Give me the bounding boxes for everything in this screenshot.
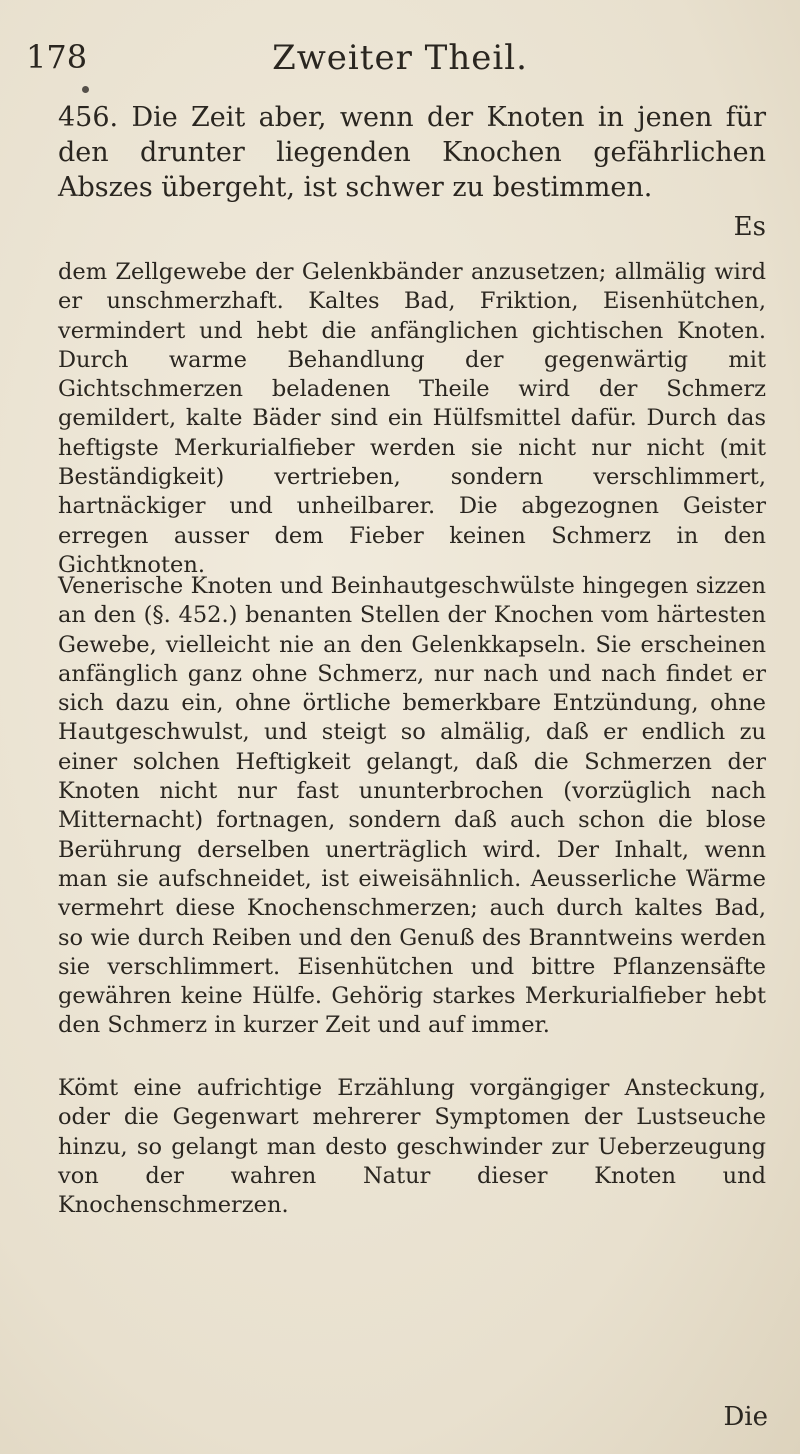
paragraph-gout-knots: dem Zellgewebe der Gelenkbänder anzusetzen; allmälig wird er unschmerzhaft. Kaltes Bad, Friktion, Eisenhütchen, vermindert und hebt die anfänglichen gichtischen Knoten. Durch warme Behandlung der gegenwärtig mit Gichtschmerzen beladenen Theile wird der Schmerz gemildert, kalte Bäder sind ein Hülfsmittel dafür. Durch das heftigste Merkurialfieber werden sie nicht nur nicht (mit Beständigkeit) vertrieben, sondern verschlimmert, hartnäckiger und unheilbarer. Die abgezognen Geister erregen ausser dem Fieber keinen Schmerz in den Gichtknoten. <box>58 259 766 578</box>
running-head: Zweiter Theil. <box>272 38 528 78</box>
paragraph-diagnosis: Kömt eine aufrichtige Erzählung vorgängiger Ansteckung, oder die Gegenwart mehrerer Symptomen der Lustseuche hinzu, so gelangt man desto geschwinder zur Ueberzeugung von der wahren Natur dieser Knoten und Knochenschmerzen. <box>58 1075 766 1219</box>
catchword-bottom: Die <box>723 1402 768 1432</box>
page-header <box>0 38 800 98</box>
page-number: 178 <box>26 38 88 76</box>
printers-mark <box>82 86 89 93</box>
catchword-mid: Es <box>733 212 766 242</box>
paragraph-venereal-knots: Venerische Knoten und Beinhautgeschwülste hingegen sizzen an den (§. 452.) benanten Stellen der Knochen vom härtesten Gewebe, vielleicht nie an den Gelenkkapseln. Sie erscheinen anfänglich ganz ohne Schmerz, nur nach und nach findet er sich dazu ein, ohne örtliche bemerkbare Entzündung, ohne Hautgeschwulst, und steigt so almälig, daß er endlich zu einer solchen Heftigkeit gelangt, daß die Schmerzen der Knoten nicht nur fast ununterbrochen (vorzüglich nach Mitternacht) fortnagen, sondern daß auch schon die blose Berührung derselben unerträglich wird. Der Inhalt, wenn man sie aufschneidet, ist eiweisähnlich. Aeusserliche Wärme vermehrt diese Knochenschmerzen; auch durch kaltes Bad, so wie durch Reiben und den Genuß des Branntweins werden sie verschlimmert. Eisenhütchen und bittre Pflanzensäfte gewähren keine Hülfe. Gehörig starkes Merkurialfieber hebt den Schmerz in kurzer Zeit und auf immer. <box>58 573 766 1039</box>
paragraph-456: 456. Die Zeit aber, wenn der Knoten in jenen für den drunter liegenden Knochen gefährlichen Abszes übergeht, ist schwer zu bestimmen. <box>58 102 766 203</box>
